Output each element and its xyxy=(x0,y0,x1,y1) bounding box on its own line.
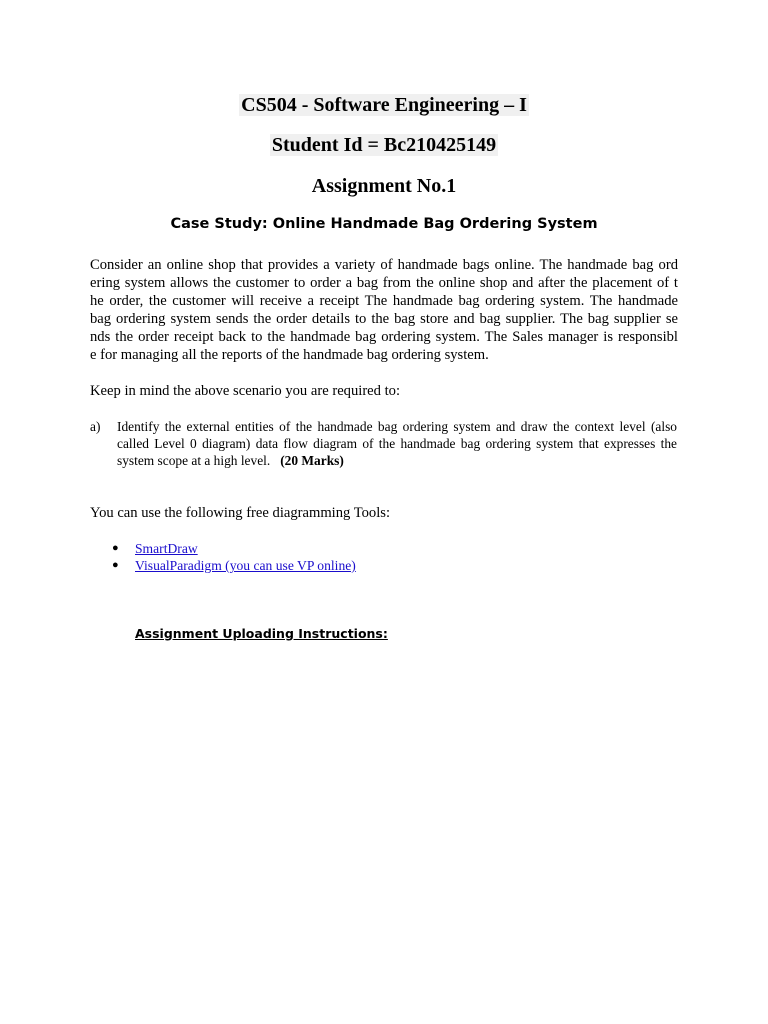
paragraph-line: ering system allows the customer to order a bag from the online shop and after the placement of t xyxy=(90,275,678,291)
list-item xyxy=(112,540,356,557)
paragraph-line: he order, the customer will receive a receipt The handmade bag ordering system. The handmade xyxy=(90,293,678,309)
task-line: system scope at a high level. xyxy=(117,453,271,468)
task-line: called Level 0 diagram) data flow diagram of the handmade bag ordering system that expresses the xyxy=(117,436,677,451)
keep-in-mind-text: Keep in mind the above scenario you are required to: xyxy=(90,383,401,399)
paragraph-line: e for managing all the reports of the handmade bag ordering system. xyxy=(90,347,489,363)
task-line: Identify the external entities of the handmade bag ordering system and draw the context level (also xyxy=(117,419,677,434)
visualparadigm-link[interactable]: VisualParadigm (you can use VP online) xyxy=(135,558,356,573)
upload-instructions-heading: Assignment Uploading Instructions: xyxy=(135,626,388,641)
assignment-title: Assignment No.1 xyxy=(311,175,457,197)
paragraph-line: bag ordering system sends the order details to the bag store and bag supplier. The bag supplier se xyxy=(90,311,678,327)
task-marker: a) xyxy=(90,419,101,434)
course-title: CS504 - Software Engineering – I xyxy=(241,94,527,116)
task-marks: (20 Marks) xyxy=(280,453,344,468)
paragraph-line: Consider an online shop that provides a variety of handmade bags online. The handmade bag ord xyxy=(90,257,678,273)
student-id: Student Id = Bc210425149 xyxy=(271,134,497,156)
tools-list xyxy=(112,540,356,574)
smartdraw-link[interactable]: SmartDraw xyxy=(135,541,198,556)
bullet-icon: ● xyxy=(112,559,119,571)
case-study-heading: Case Study: Online Handmade Bag Ordering System xyxy=(170,216,598,232)
case-study-paragraph xyxy=(90,256,678,364)
bullet-icon: ● xyxy=(112,542,119,554)
task-body xyxy=(117,418,677,469)
task-line-last xyxy=(117,452,677,469)
tools-intro: You can use the following free diagramming Tools: xyxy=(90,505,390,521)
paragraph-line: nds the order receipt back to the handmade bag ordering system. The Sales manager is responsibl xyxy=(90,329,678,345)
list-item xyxy=(112,557,356,574)
